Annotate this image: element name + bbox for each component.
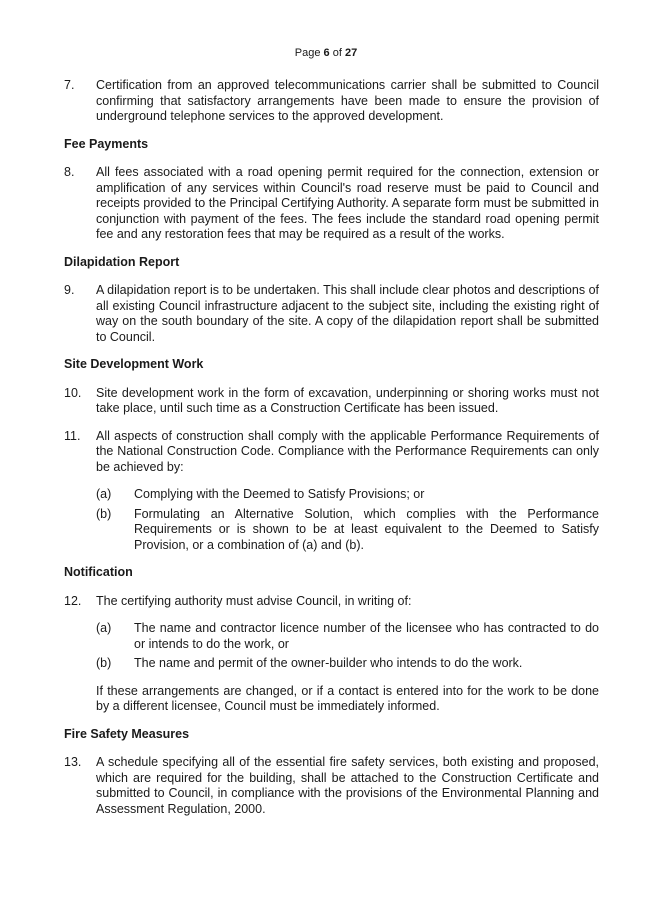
section-heading-dilapidation-report: Dilapidation Report bbox=[64, 254, 180, 269]
condition-10 bbox=[64, 386, 599, 417]
section-heading-site-development-work: Site Development Work bbox=[64, 357, 204, 371]
sub-item bbox=[96, 487, 599, 503]
page-sep: of bbox=[329, 47, 345, 59]
page-number-header bbox=[0, 47, 652, 59]
condition-9 bbox=[64, 283, 599, 345]
condition-13 bbox=[64, 755, 599, 817]
sub-item bbox=[96, 621, 599, 652]
sub-text: The name and contractor licence number of the licensee who has contracted to do or intends to do the work, or bbox=[134, 621, 599, 651]
condition-text: All fees associated with a road opening permit required for the connection, extension or amplification of any services within Council's road reserve must be paid to Council and receipts provided to the Principal Certifying Authority. A separate form must be submitted in conjunction with payment of the fees. The fees include the standard road opening permit fee and any restoration fees that may be required as a result of the works. bbox=[96, 165, 599, 241]
condition-text: Site development work in the form of excavation, underpinning or shoring works must not take place, until such time as a Construction Certificate has been issued. bbox=[96, 385, 599, 415]
condition-number: 12. bbox=[64, 593, 82, 608]
condition-11 bbox=[64, 429, 599, 554]
condition-8 bbox=[64, 165, 599, 243]
document-content bbox=[64, 78, 599, 829]
sub-text: Formulating an Alternative Solution, which complies with the Performance Requirements or is shown to be at least equivalent to the Deemed to Satisfy Provision, or a combination of (a) and (b). bbox=[134, 506, 599, 552]
condition-12 bbox=[64, 594, 599, 715]
section-heading-fire-safety-measures: Fire Safety Measures bbox=[64, 726, 190, 741]
sub-label: (b) bbox=[96, 506, 112, 521]
condition-7 bbox=[64, 78, 599, 125]
section-heading-notification: Notification bbox=[64, 565, 133, 579]
condition-number: 13. bbox=[64, 755, 82, 769]
sub-list bbox=[96, 621, 599, 672]
condition-number: 9. bbox=[64, 283, 75, 297]
condition-text: All aspects of construction shall comply with the applicable Performance Requirements of the National Construction Code. Compliance with the Performance Requirements can only be achieved by: bbox=[96, 428, 599, 474]
condition-number: 7. bbox=[64, 78, 75, 92]
page-prefix: Page bbox=[294, 47, 324, 59]
sub-item bbox=[96, 656, 599, 672]
current-page: 6 bbox=[323, 47, 330, 59]
condition-text: A dilapidation report is to be undertaken. This shall include clear photos and descriptions of all existing Council infrastructure adjacent to the subject site, including the existing right of way on the south boundary of the site. A copy of the dilapidation report shall be submitted to Council. bbox=[96, 283, 599, 344]
sub-text: The name and permit of the owner-builder who intends to do the work. bbox=[134, 656, 523, 670]
condition-paragraph: If these arrangements are changed, or if a contact is entered into for the work to be done by a different licensee, Council must be immediately informed. bbox=[96, 683, 599, 713]
sub-item bbox=[96, 507, 599, 554]
sub-label: (b) bbox=[96, 656, 112, 670]
sub-label: (a) bbox=[96, 621, 112, 635]
condition-text: The certifying authority must advise Council, in writing of: bbox=[96, 593, 412, 608]
condition-number: 8. bbox=[64, 165, 75, 179]
sub-list bbox=[96, 487, 599, 553]
section-heading-fee-payments: Fee Payments bbox=[64, 136, 149, 151]
total-pages: 27 bbox=[344, 47, 358, 59]
sub-text: Complying with the Deemed to Satisfy Provisions; or bbox=[134, 487, 425, 501]
condition-number: 10. bbox=[64, 385, 82, 400]
condition-number: 11. bbox=[64, 428, 81, 443]
sub-label: (a) bbox=[96, 487, 112, 501]
condition-text: Certification from an approved telecommunications carrier shall be submitted to Council confirming that satisfactory arrangements have been made to ensure the provision of underground telephone services to the approved development. bbox=[96, 78, 599, 123]
condition-text: A schedule specifying all of the essential fire safety services, both existing and proposed, which are required for the building, shall be attached to the Construction Certificate and submitted to Council, in compliance with the provisions of the Environmental Planning and Assessment Regulation, 2000. bbox=[96, 755, 599, 816]
